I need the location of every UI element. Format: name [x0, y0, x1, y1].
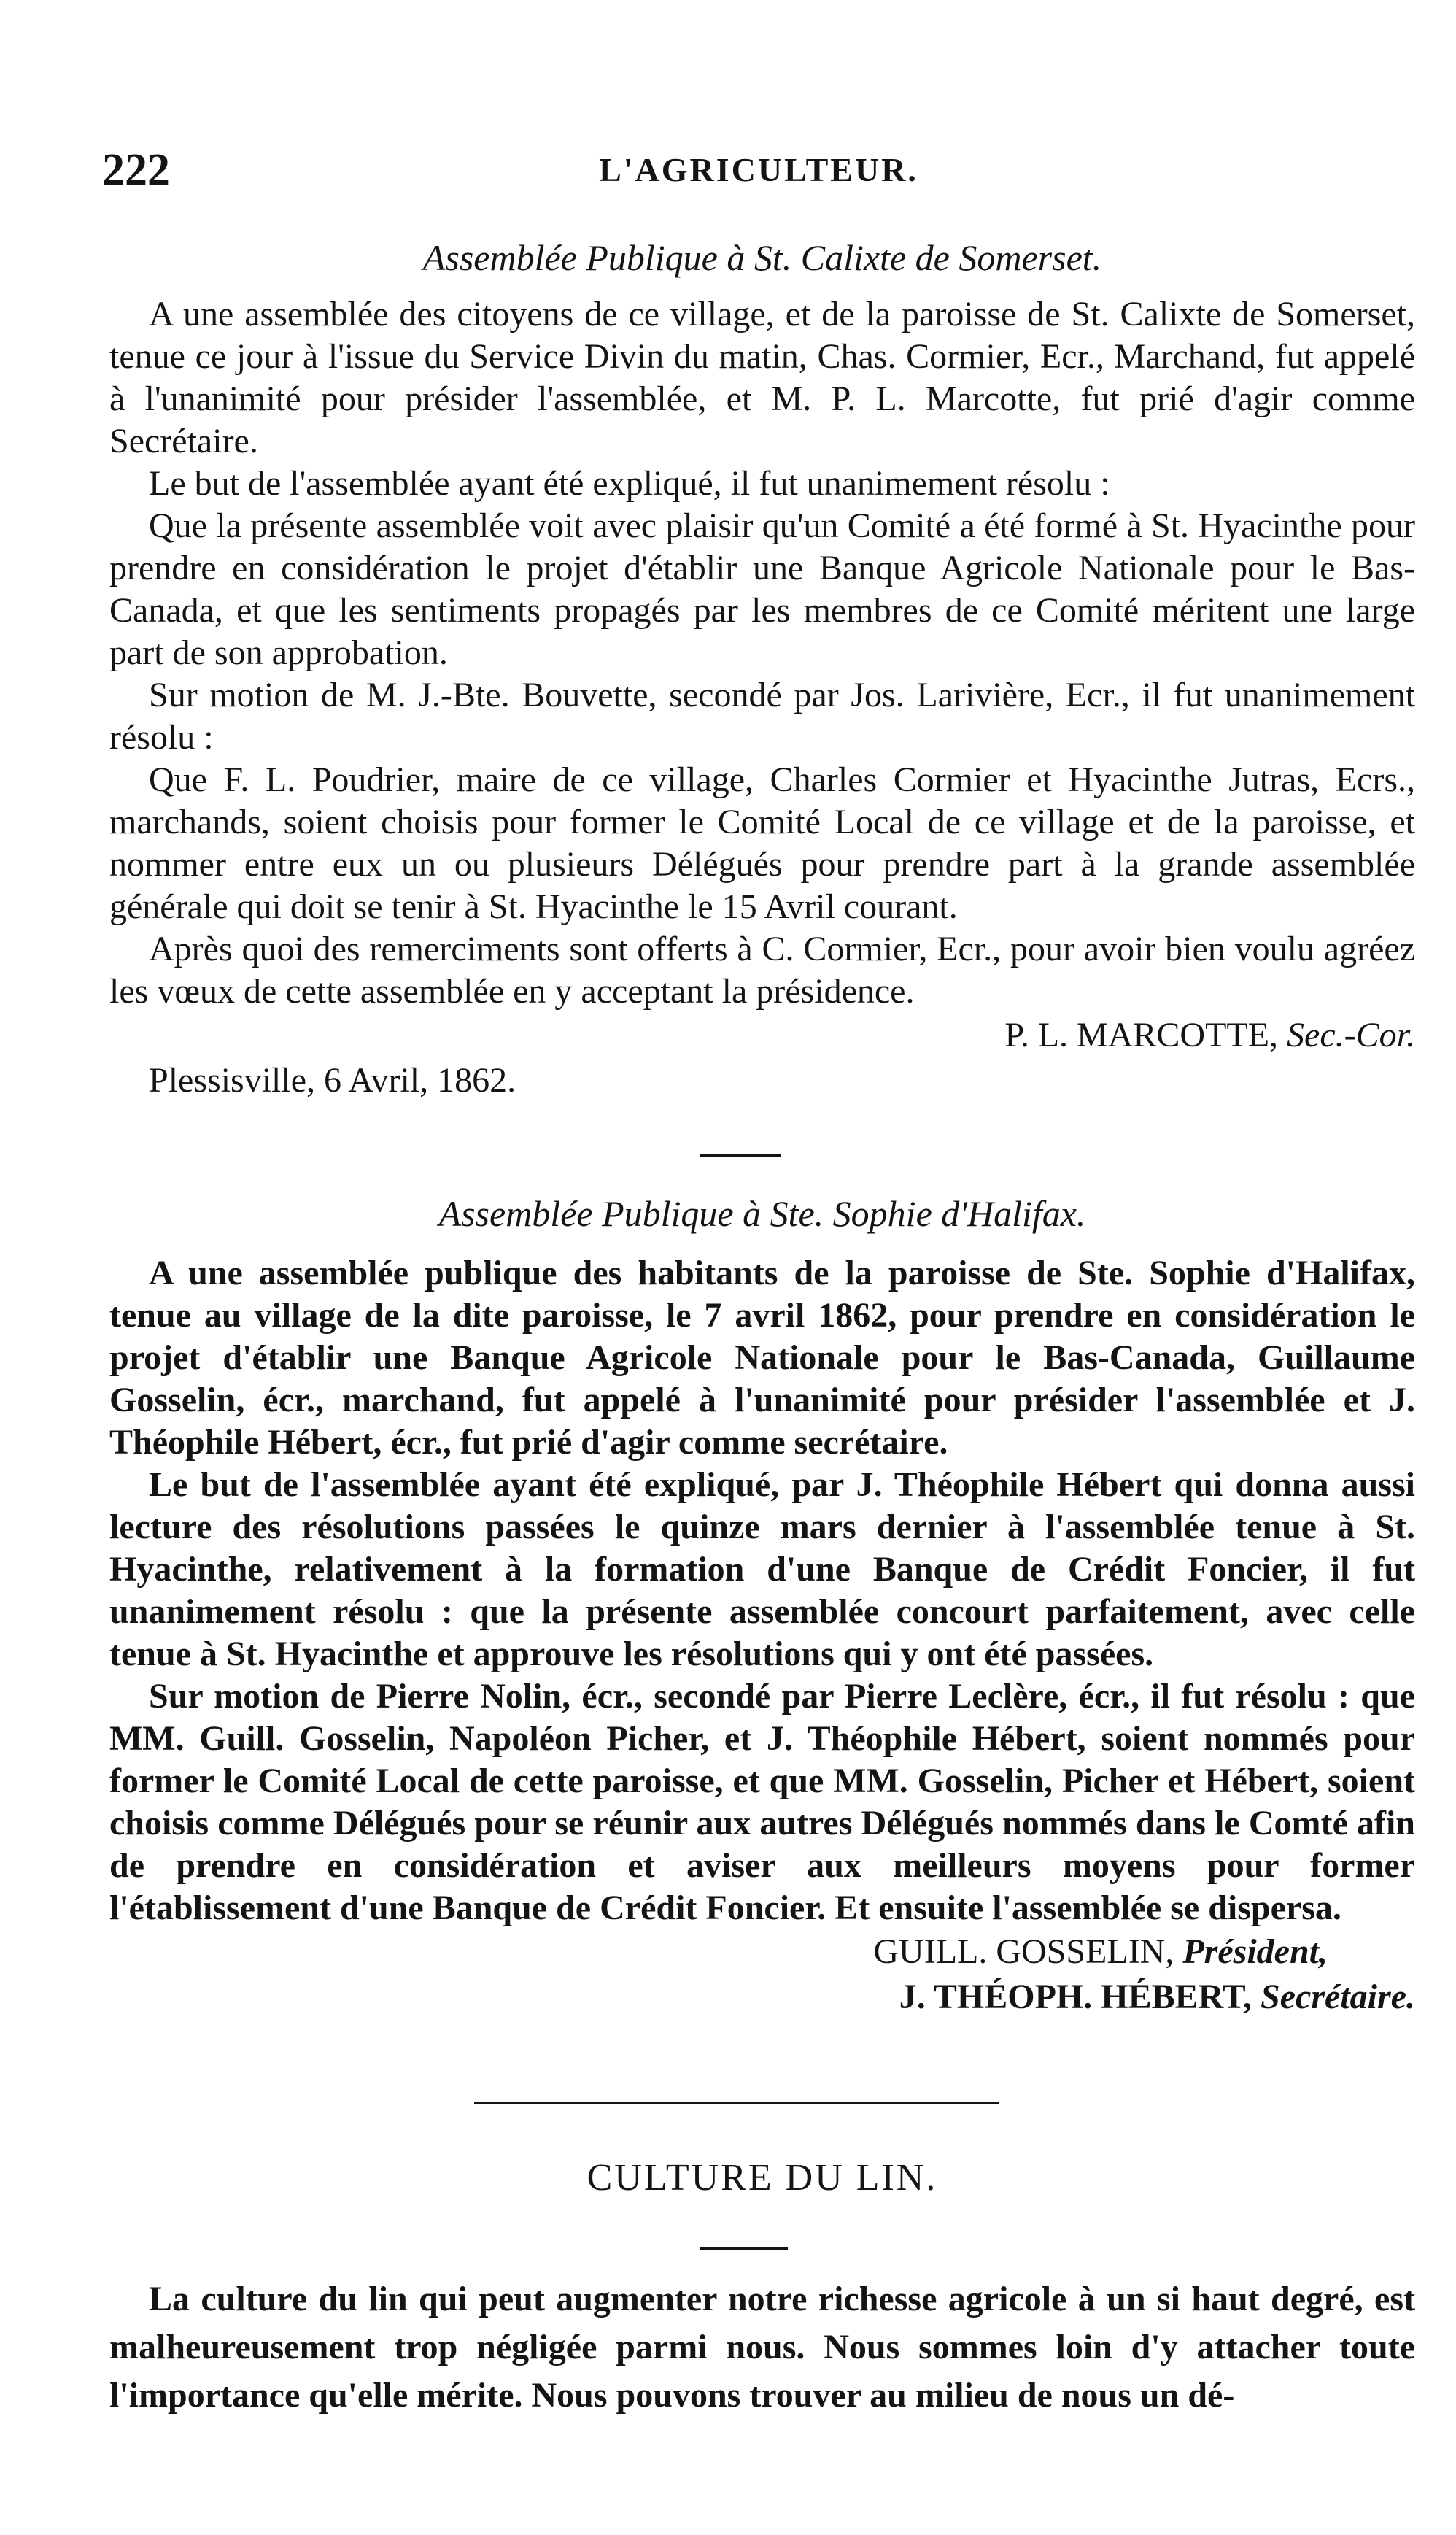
section-divider-1	[700, 1154, 781, 1157]
culture-title: CULTURE DU LIN.	[586, 2157, 938, 2199]
halifax-signature-1-role: Président,	[1182, 1932, 1328, 1971]
somerset-signature-name: P. L. MARCOTTE,	[1004, 1016, 1279, 1054]
somerset-paragraph-1: A une assemblée des citoyens de ce village, et de la paroisse de St. Calixte de Somerset, tenue ce jour à l'issue du Service Divin du matin, Chas. Cormier, Ecr., Marchand, fut appelé à l'unanimité pour présider l'assemblée, et M. P. L. Marcotte, fut prié d'agir comme Secrétaire.	[109, 295, 1415, 460]
halifax-signature-1	[109, 1929, 1415, 1975]
halifax-signature-1-name: GUILL. GOSSELIN,	[873, 1932, 1174, 1971]
somerset-title: Assemblée Publique à St. Calixte de Somerset.	[422, 237, 1102, 278]
halifax-paragraph-2: Le but de l'assemblée ayant été expliqué, par J. Théophile Hébert qui donna aussi lecture des résolutions passées le quinze mars dernier à l'assemblée tenue à St. Hyacinthe, relativement à la formation d'une Banque de Crédit Foncier, il fut unanimement résolu : que la présente assemblée concourt parfaitement, avec celle tenue à St. Hyacinthe et approuve les résolutions qui y ont été passées.	[109, 1465, 1415, 1673]
culture-body	[109, 2275, 1415, 2420]
halifax-section	[109, 1188, 1415, 2020]
somerset-signature-role: Sec.-Cor.	[1287, 1016, 1415, 1054]
halifax-signature-2-name: J. THÉOPH. HÉBERT,	[899, 1978, 1252, 2016]
culture-paragraph: La culture du lin qui peut augmenter notre richesse agricole à un si haut degré, est malheureusement trop négligée parmi nous. Nous sommes loin d'y attacher toute l'importance qu'elle mérite. Nous pouvons trouver au milieu de nous un dé-	[109, 2280, 1415, 2415]
running-title: L'AGRICULTEUR.	[599, 151, 918, 188]
halifax-paragraph-1: A une assemblée publique des habitants de la paroisse de Ste. Sophie d'Halifax, tenue au village de la dite paroisse, le 7 avril 1862, pour prendre en considération le projet d'établir une Banque Agricole Nationale pour le Bas-Canada, Guillaume Gosselin, écr., marchand, fut appelé à l'unanimité pour présider l'assemblée et J. Théophile Hébert, écr., fut prié d'agir comme secrétaire.	[109, 1254, 1415, 1462]
section-divider-2	[474, 2102, 999, 2104]
halifax-signature-2	[109, 1975, 1415, 2020]
culture-section	[109, 2153, 1415, 2204]
somerset-dateline: Plessisville, 6 Avril, 1862.	[149, 1061, 516, 1100]
somerset-signature	[109, 1013, 1415, 1058]
section-divider-3	[700, 2247, 788, 2250]
halifax-signature-2-role: Secrétaire.	[1261, 1978, 1415, 2016]
halifax-title: Assemblée Publique à Ste. Sophie d'Halifax.	[438, 1193, 1086, 1234]
page-number: 222	[102, 145, 170, 195]
halifax-paragraph-3: Sur motion de Pierre Nolin, écr., secondé par Pierre Leclère, écr., il fut résolu : que MM. Guill. Gosselin, Napoléon Picher, et J. Théophile Hébert, soient nommés pour former le Comité Local de cette paroisse, et que MM. Gosselin, Picher et Hébert, soient choisis comme Délégués pour se réunir aux autres Délégués nommés dans le Comté afin de prendre en considération et aviser aux meilleurs moyens pour former l'établissement d'une Banque de Crédit Foncier. Et ensuite l'assemblée se dispersa.	[109, 1677, 1415, 1927]
somerset-paragraph-2: Le but de l'assemblée ayant été expliqué, il fut unanimement résolu :	[149, 464, 1110, 503]
somerset-paragraph-3: Que la présente assemblée voit avec plaisir qu'un Comité a été formé à St. Hyacinthe pour prendre en considération le projet d'établir une Banque Agricole Nationale pour le Bas-Canada, et que les sentiments propagés par les membres de ce Comité méritent une large part de son approbation.	[109, 506, 1415, 672]
somerset-section	[109, 232, 1415, 1103]
somerset-paragraph-4: Sur motion de M. J.-Bte. Bouvette, secondé par Jos. Larivière, Ecr., il fut unanimement résolu :	[109, 676, 1415, 757]
page-header	[102, 144, 1415, 196]
somerset-paragraph-5: Que F. L. Poudrier, maire de ce village, Charles Cormier et Hyacinthe Jutras, Ecrs., marchands, soient choisis pour former le Comité Local de ce village et de la paroisse, et nommer entre eux un ou plusieurs Délégués pour prendre part à la grande assemblée générale qui doit se tenir à St. Hyacinthe le 15 Avril courant.	[109, 760, 1415, 926]
halifax-body	[109, 1252, 1415, 1929]
somerset-paragraph-6: Après quoi des remerciments sont offerts à C. Cormier, Ecr., pour avoir bien voulu agréez les vœux de cette assemblée en y acceptant la présidence.	[109, 930, 1415, 1011]
